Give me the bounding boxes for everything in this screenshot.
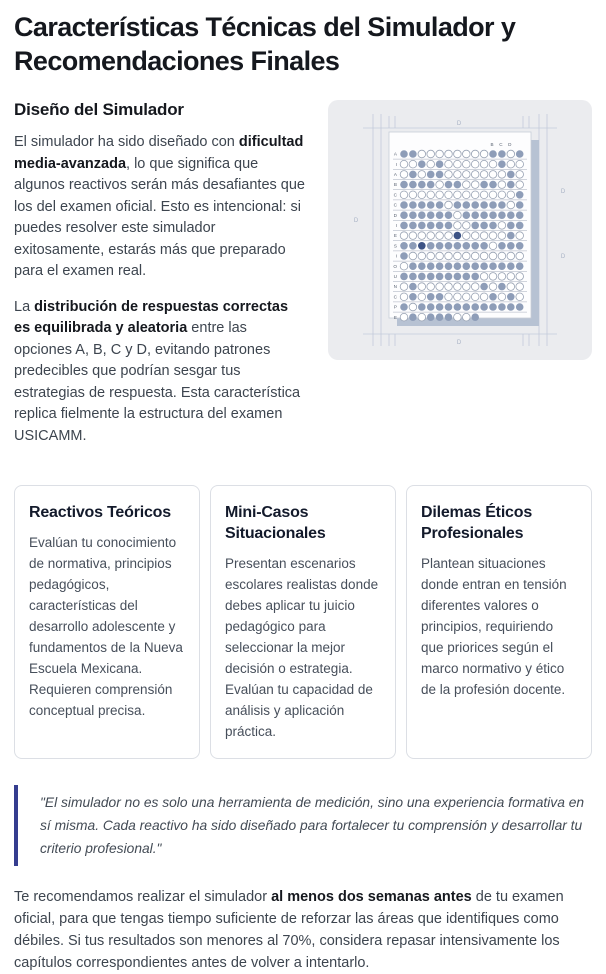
text-segment: Te recomendamos realizar el simulador [14, 889, 272, 905]
design-text-column [14, 100, 306, 461]
svg-text:E: E [393, 314, 397, 320]
svg-text:I: I [395, 161, 397, 167]
svg-text:C: C [393, 202, 397, 208]
svg-text:I: I [395, 253, 397, 259]
text-segment: entre las opciones A, B, C y D, evitando patrones predecibles que podrían sesgar tus estrategias de respuesta. Esta característica replica fielmente la estructura del examen USICAMM. [14, 320, 301, 444]
svg-text:I: I [395, 223, 397, 228]
svg-text:D: D [393, 212, 397, 218]
svg-text:D: D [560, 189, 566, 195]
svg-text:C: C [393, 192, 397, 198]
svg-text:D: D [560, 254, 566, 260]
svg-text:N: N [393, 284, 397, 290]
svg-text:O: O [393, 263, 397, 269]
answer-sheet-svg [328, 100, 592, 360]
card-body: Presentan escenarios escolares realistas donde debes aplicar tu juicio pedagógico para seleccionar la mejor decisión o estrategia. Evalúan tu capacidad de análisis y aplicación práctica. [225, 556, 379, 739]
card-reactivos-teoricos [14, 485, 200, 759]
card-dilemas-eticos [406, 485, 592, 759]
svg-text:A: A [393, 172, 397, 177]
blockquote: "El simulador no es solo una herramienta de medición, sino una experiencia formativa en sí misma. Cada reactivo ha sido diseñado para fortalecer tu comprensión y desarrollar tu criterio profesional." [14, 785, 592, 866]
svg-text:U: U [393, 274, 397, 279]
svg-text:B: B [393, 182, 397, 188]
recommendation-paragraph [14, 886, 592, 974]
question-type-cards [14, 485, 592, 759]
svg-text:C: C [499, 142, 503, 147]
text-segment: El simulador ha sido diseñado con [14, 134, 239, 150]
bold-segment: al menos dos semanas antes [271, 889, 472, 905]
card-mini-casos [210, 485, 396, 759]
bold-segment: distribución de respuestas correctas es equilibrada y aleatoria [14, 298, 289, 336]
bold-segment: dificultad media-avanzada [14, 134, 304, 172]
design-heading: Diseño del Simulador [14, 100, 184, 119]
svg-text:P: P [393, 304, 397, 310]
design-paragraph-1 [14, 132, 306, 283]
svg-text:D: D [456, 121, 462, 127]
design-section [14, 100, 592, 461]
svg-text:B: B [490, 142, 494, 147]
svg-text:E: E [393, 233, 397, 239]
card-body: Evalúan tu conocimiento de normativa, principios pedagógicos, características del desarrollo adolescente y fundamentos de la Nueva Escuela Mexicana. Requieren comprensión conceptual precisa. [29, 535, 183, 718]
card-title: Reactivos Teóricos [29, 504, 171, 521]
svg-text:D: D [508, 142, 512, 147]
text-segment: de tu examen oficial, para que tengas tiempo suficiente de reforzar las áreas que identifiques como débiles. Si tus resultados son menores al 70%, considera repasar intensivamente los capítulos correspondientes antes de volver a intentarlo. [14, 889, 564, 971]
svg-text:D: D [353, 218, 359, 224]
svg-text:A: A [393, 151, 397, 157]
card-title: Mini-Casos Situacionales [225, 504, 326, 542]
svg-text:S: S [393, 243, 397, 249]
page-title: Características Técnicas del Simulador y Recomendaciones Finales [14, 12, 516, 76]
answer-sheet-illustration [328, 100, 592, 360]
card-body: Plantean situaciones donde entran en tensión diferentes valores o principios, requiriendo que priorices según el marco normativo y ético de la profesión docente. [421, 556, 567, 697]
svg-text:C: C [393, 294, 397, 300]
text-segment: , lo que significa que algunos reactivos serán más desafiantes que los del examen oficial. Esto es intencional: si puedes resolver este simulador exitosamente, estarás más que preparado para el examen real. [14, 155, 305, 279]
text-segment: La [14, 298, 35, 315]
card-title: Dilemas Éticos Profesionales [421, 504, 533, 542]
svg-text:D: D [456, 340, 462, 346]
design-paragraph-2 [14, 297, 306, 448]
